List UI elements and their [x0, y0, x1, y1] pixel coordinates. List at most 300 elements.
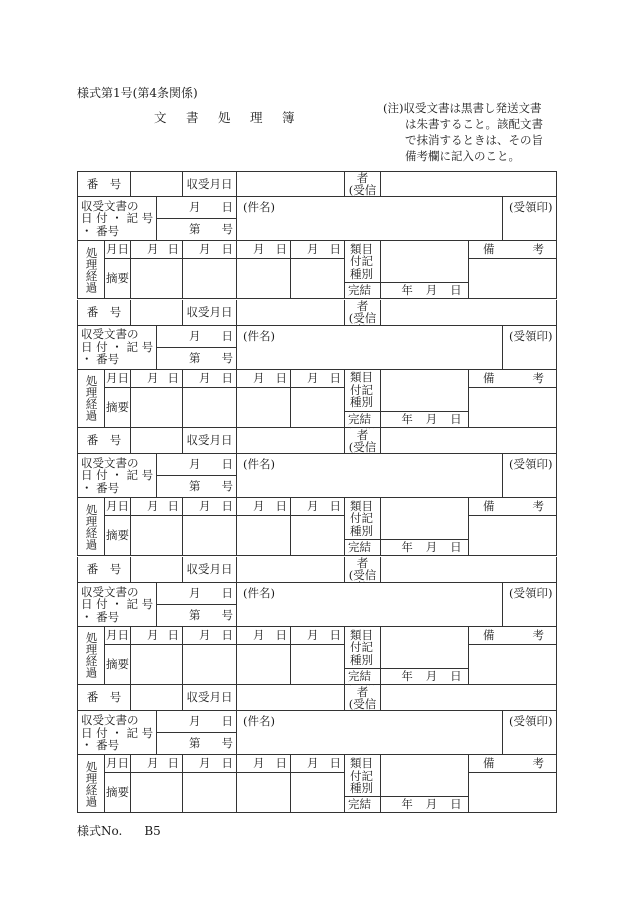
process-label-text: 処理経過 — [84, 246, 99, 293]
day-unit: 日 — [221, 499, 233, 514]
register-entry — [77, 300, 557, 428]
process-date-cell[interactable] — [237, 370, 291, 388]
day-unit: 日 — [221, 585, 233, 600]
process-date-cell[interactable] — [183, 627, 237, 645]
received-date-label: 収受月日 — [183, 171, 237, 197]
month-unit: 月 — [425, 668, 438, 683]
month-day-label: 月日 — [105, 241, 131, 259]
doc-date-cell[interactable] — [157, 454, 237, 476]
seal-label: (受領印) — [509, 328, 553, 343]
title-char: 処 — [218, 110, 231, 125]
month-day-label: 月日 — [105, 627, 131, 645]
summary-cell[interactable] — [183, 773, 237, 813]
year-unit: 年 — [401, 797, 413, 812]
month-unit: 月 — [189, 585, 201, 600]
month-unit: 月 — [253, 499, 265, 514]
process-date-cell[interactable] — [131, 627, 183, 645]
go-unit: 号 — [221, 479, 233, 494]
day-unit: 日 — [329, 627, 341, 642]
doc-ref-line: 日 付 ・ 記 号 — [81, 339, 154, 354]
category-line: 種別 — [350, 266, 373, 281]
month-unit: 月 — [199, 242, 211, 256]
sender-label-line: (受信 — [348, 439, 377, 454]
process-date-cell[interactable] — [183, 498, 237, 516]
remarks-label — [469, 627, 557, 645]
summary-cell[interactable] — [183, 259, 237, 299]
month-unit: 月 — [189, 714, 201, 729]
year-unit: 年 — [401, 540, 413, 555]
process-label — [77, 627, 105, 685]
process-date-cell[interactable] — [183, 241, 237, 259]
remarks-char: 備 — [483, 627, 495, 642]
process-label — [77, 241, 105, 299]
month-unit: 月 — [147, 370, 159, 385]
day-unit: 日 — [167, 242, 179, 256]
summary-cell[interactable] — [183, 388, 237, 428]
subject-label: (件名) — [243, 328, 275, 343]
dai-unit: 第 — [189, 736, 201, 751]
day-unit: 日 — [221, 328, 233, 343]
month-unit: 月 — [425, 283, 438, 297]
category-line: 種別 — [350, 652, 373, 667]
remarks-cell[interactable] — [469, 259, 557, 299]
summary-label: 摘要 — [105, 645, 131, 685]
summary-cell[interactable] — [291, 645, 345, 685]
summary-label: 摘要 — [105, 773, 131, 813]
form-label: 様式第1号(第4条関係) — [77, 86, 198, 100]
day-unit: 日 — [450, 797, 462, 812]
received-date-label: 収受月日 — [183, 685, 237, 711]
month-day-label: 月日 — [105, 498, 131, 516]
process-date-cell[interactable] — [131, 755, 183, 773]
summary-cell[interactable] — [237, 388, 291, 428]
register-entry — [77, 428, 557, 556]
remarks-label — [469, 241, 557, 259]
summary-cell[interactable] — [237, 259, 291, 299]
doc-ref-label — [77, 583, 157, 627]
sender-label — [345, 685, 381, 711]
category-label — [345, 498, 381, 540]
sender-cell[interactable] — [381, 428, 557, 454]
summary-label: 摘要 — [105, 388, 131, 428]
received-date-label: 収受月日 — [183, 557, 237, 583]
completed-label: 完結 — [345, 540, 381, 556]
day-unit: 日 — [450, 283, 462, 297]
process-date-cell[interactable] — [291, 241, 345, 259]
doc-ref-line: ・ 番号 — [81, 223, 120, 238]
summary-cell[interactable] — [291, 388, 345, 428]
month-unit: 月 — [307, 756, 319, 771]
received-date-label: 収受月日 — [183, 300, 237, 326]
category-label — [345, 370, 381, 412]
summary-cell[interactable] — [131, 773, 183, 813]
category-line: 付記 — [350, 254, 373, 269]
day-unit: 日 — [329, 242, 341, 256]
process-date-cell[interactable] — [237, 755, 291, 773]
day-unit: 日 — [450, 411, 462, 426]
summary-cell[interactable] — [237, 773, 291, 813]
number-label: 番 号 — [77, 171, 131, 197]
summary-cell[interactable] — [131, 645, 183, 685]
seal-cell[interactable] — [503, 197, 557, 241]
month-unit: 月 — [253, 242, 265, 256]
doc-ref-label — [77, 454, 157, 498]
doc-ref-line: 日 付 ・ 記 号 — [81, 597, 154, 612]
month-unit: 月 — [425, 411, 438, 426]
completed-date-cell[interactable] — [381, 283, 469, 299]
doc-ref-line: ・ 番号 — [81, 352, 120, 367]
title-char: 簿 — [282, 110, 295, 125]
sender-label-line: 者 — [356, 299, 369, 314]
process-date-cell[interactable] — [291, 370, 345, 388]
month-unit: 月 — [253, 370, 265, 385]
doc-ref-label — [77, 197, 157, 241]
category-line: 類目 — [350, 627, 373, 642]
doc-number-cell[interactable] — [157, 605, 237, 627]
category-line: 付記 — [350, 768, 373, 783]
day-unit: 日 — [167, 756, 179, 771]
process-label-text: 処理経過 — [84, 503, 99, 550]
remarks-label — [469, 755, 557, 773]
doc-ref-line: ・ 番号 — [81, 480, 120, 495]
remarks-cell[interactable] — [469, 388, 557, 428]
month-unit: 月 — [199, 627, 211, 642]
doc-ref-label — [77, 326, 157, 370]
remarks-cell[interactable] — [469, 645, 557, 685]
remarks-char: 考 — [532, 370, 544, 385]
remarks-cell[interactable] — [469, 773, 557, 813]
category-cell[interactable] — [381, 370, 469, 412]
summary-cell[interactable] — [131, 388, 183, 428]
sender-label — [345, 428, 381, 454]
completed-date-cell[interactable] — [381, 540, 469, 556]
category-line: 付記 — [350, 511, 373, 526]
doc-ref-line: 日 付 ・ 記 号 — [81, 468, 154, 483]
go-unit: 号 — [221, 350, 233, 365]
day-unit: 日 — [275, 499, 287, 514]
number-cell[interactable] — [131, 557, 183, 583]
month-unit: 月 — [425, 540, 438, 555]
day-unit: 日 — [329, 370, 341, 385]
category-cell[interactable] — [381, 498, 469, 540]
sender-label — [345, 171, 381, 197]
page-title — [154, 108, 314, 126]
category-line: 類目 — [350, 241, 373, 256]
sender-label-line: 者 — [356, 685, 369, 699]
summary-cell[interactable] — [183, 645, 237, 685]
go-unit: 号 — [221, 607, 233, 622]
doc-ref-line: ・ 番号 — [81, 609, 120, 624]
process-label — [77, 755, 105, 813]
register-entry — [77, 685, 557, 813]
subject-cell[interactable] — [237, 711, 503, 755]
month-unit: 月 — [307, 370, 319, 385]
remarks-char: 考 — [532, 756, 544, 771]
month-unit: 月 — [307, 627, 319, 642]
doc-ref-line: ・ 番号 — [81, 738, 120, 753]
doc-date-cell[interactable] — [157, 326, 237, 348]
sender-cell[interactable] — [381, 557, 557, 583]
completed-label: 完結 — [345, 669, 381, 685]
process-date-cell[interactable] — [237, 498, 291, 516]
completed-label: 完結 — [345, 797, 381, 813]
completed-date-cell[interactable] — [381, 669, 469, 685]
process-date-cell[interactable] — [291, 498, 345, 516]
process-date-cell[interactable] — [291, 627, 345, 645]
sender-label-line: (受信 — [348, 696, 377, 711]
doc-ref-line: 日 付 ・ 記 号 — [81, 725, 154, 740]
summary-cell[interactable] — [291, 516, 345, 556]
process-label-text: 処理経過 — [84, 375, 99, 422]
month-unit: 月 — [147, 756, 159, 771]
doc-date-cell[interactable] — [157, 583, 237, 605]
summary-cell[interactable] — [183, 516, 237, 556]
process-date-cell[interactable] — [237, 627, 291, 645]
month-unit: 月 — [425, 797, 438, 812]
dai-unit: 第 — [189, 222, 201, 236]
received-date-cell[interactable] — [237, 300, 345, 326]
doc-ref-line: 収受文書の — [81, 198, 139, 213]
sender-label-line: (受信 — [348, 183, 377, 197]
month-unit: 月 — [199, 499, 211, 514]
day-unit: 日 — [167, 370, 179, 385]
day-unit: 日 — [221, 242, 233, 256]
remarks-label — [469, 370, 557, 388]
month-unit: 月 — [189, 457, 201, 472]
process-date-cell[interactable] — [183, 370, 237, 388]
received-date-cell[interactable] — [237, 428, 345, 454]
go-unit: 号 — [221, 736, 233, 751]
seal-cell[interactable] — [503, 711, 557, 755]
subject-cell[interactable] — [237, 454, 503, 498]
day-unit: 日 — [275, 242, 287, 256]
month-day-label: 月日 — [105, 755, 131, 773]
subject-label: (件名) — [243, 714, 275, 729]
subject-cell[interactable] — [237, 326, 503, 370]
doc-number-cell[interactable] — [157, 219, 237, 241]
category-cell[interactable] — [381, 755, 469, 797]
category-label — [345, 241, 381, 283]
doc-ref-line: 収受文書の — [81, 327, 139, 342]
category-line: 種別 — [350, 395, 373, 410]
month-unit: 月 — [199, 370, 211, 385]
number-cell[interactable] — [131, 171, 183, 197]
month-unit: 月 — [199, 756, 211, 771]
category-line: 種別 — [350, 781, 373, 796]
number-label: 番 号 — [77, 557, 131, 583]
subject-cell[interactable] — [237, 197, 503, 241]
instruction-note — [383, 100, 568, 164]
register-entry — [77, 171, 557, 299]
received-date-cell[interactable] — [237, 685, 345, 711]
doc-ref-line: 収受文書の — [81, 713, 139, 728]
summary-cell[interactable] — [291, 259, 345, 299]
remarks-char: 考 — [532, 242, 544, 256]
doc-ref-line: 収受文書の — [81, 455, 139, 470]
remarks-char: 備 — [483, 756, 495, 771]
month-unit: 月 — [147, 242, 159, 256]
day-unit: 日 — [329, 756, 341, 771]
sender-label-line: 者 — [356, 556, 369, 571]
day-unit: 日 — [221, 627, 233, 642]
subject-label: (件名) — [243, 585, 275, 600]
sender-label-line: (受信 — [348, 568, 377, 583]
sender-cell[interactable] — [381, 171, 557, 197]
doc-number-cell[interactable] — [157, 733, 237, 755]
category-line: 付記 — [350, 640, 373, 655]
completed-label: 完結 — [345, 283, 381, 299]
month-unit: 月 — [147, 499, 159, 514]
note-line: (注)収受文書は黒書し発送文書 — [383, 101, 542, 115]
document-register-form — [77, 171, 557, 815]
day-unit: 日 — [450, 540, 462, 555]
received-date-label: 収受月日 — [183, 428, 237, 454]
doc-ref-line: 日 付 ・ 記 号 — [81, 211, 154, 226]
category-line: 類目 — [350, 498, 373, 513]
category-label — [345, 627, 381, 669]
day-unit: 日 — [167, 627, 179, 642]
process-date-cell[interactable] — [131, 498, 183, 516]
process-date-cell[interactable] — [183, 755, 237, 773]
month-day-label: 月日 — [105, 370, 131, 388]
doc-date-cell[interactable] — [157, 197, 237, 219]
month-unit: 月 — [189, 328, 201, 343]
month-unit: 月 — [147, 627, 159, 642]
year-unit: 年 — [401, 411, 413, 426]
category-cell[interactable] — [381, 627, 469, 669]
completed-label: 完結 — [345, 412, 381, 428]
received-date-cell[interactable] — [237, 171, 345, 197]
sender-cell[interactable] — [381, 300, 557, 326]
footer — [77, 822, 161, 839]
process-label-text: 処理経過 — [84, 632, 99, 679]
remarks-char: 備 — [483, 499, 495, 514]
seal-label: (受領印) — [509, 585, 553, 600]
process-label-text: 処理経過 — [84, 760, 99, 807]
number-cell[interactable] — [131, 428, 183, 454]
dai-unit: 第 — [189, 479, 201, 494]
seal-label: (受領印) — [509, 457, 553, 472]
month-unit: 月 — [189, 200, 201, 214]
category-line: 種別 — [350, 523, 373, 538]
summary-cell[interactable] — [237, 516, 291, 556]
subject-label: (件名) — [243, 200, 275, 214]
remarks-char: 考 — [532, 627, 544, 642]
title-char: 理 — [250, 110, 263, 125]
seal-cell[interactable] — [503, 583, 557, 627]
process-date-cell[interactable] — [131, 241, 183, 259]
day-unit: 日 — [221, 756, 233, 771]
number-label: 番 号 — [77, 300, 131, 326]
seal-cell[interactable] — [503, 326, 557, 370]
day-unit: 日 — [221, 457, 233, 472]
remarks-label — [469, 498, 557, 516]
sender-label-line: 者 — [356, 171, 369, 185]
sender-label-line: (受信 — [348, 311, 377, 326]
day-unit: 日 — [167, 499, 179, 514]
seal-label: (受領印) — [509, 200, 553, 214]
category-line: 類目 — [350, 756, 373, 771]
process-date-cell[interactable] — [291, 755, 345, 773]
month-unit: 月 — [253, 756, 265, 771]
remarks-cell[interactable] — [469, 516, 557, 556]
category-line: 付記 — [350, 382, 373, 397]
summary-label: 摘要 — [105, 259, 131, 299]
day-unit: 日 — [275, 756, 287, 771]
doc-ref-line: 収受文書の — [81, 584, 139, 599]
subject-label: (件名) — [243, 457, 275, 472]
day-unit: 日 — [275, 370, 287, 385]
paper-size: B5 — [144, 824, 161, 838]
seal-label: (受領印) — [509, 714, 553, 729]
completed-date-cell[interactable] — [381, 412, 469, 428]
doc-number-cell[interactable] — [157, 348, 237, 370]
number-cell[interactable] — [131, 685, 183, 711]
day-unit: 日 — [450, 668, 462, 683]
month-unit: 月 — [253, 627, 265, 642]
day-unit: 日 — [221, 714, 233, 729]
title-char: 書 — [186, 110, 199, 125]
number-label: 番 号 — [77, 428, 131, 454]
month-unit: 月 — [307, 499, 319, 514]
day-unit: 日 — [221, 200, 233, 214]
summary-cell[interactable] — [291, 773, 345, 813]
note-line: 備考欄に記入のこと。 — [405, 149, 520, 163]
remarks-char: 備 — [483, 242, 495, 256]
process-date-cell[interactable] — [131, 370, 183, 388]
received-date-cell[interactable] — [237, 557, 345, 583]
remarks-char: 考 — [532, 499, 544, 514]
summary-cell[interactable] — [131, 516, 183, 556]
dai-unit: 第 — [189, 350, 201, 365]
category-label — [345, 755, 381, 797]
process-date-cell[interactable] — [237, 241, 291, 259]
month-unit: 月 — [307, 242, 319, 256]
process-label — [77, 498, 105, 556]
note-line: で抹消するときは、その旨 — [405, 133, 543, 147]
year-unit: 年 — [401, 668, 413, 683]
category-line: 類目 — [350, 370, 373, 385]
form-number-label: 様式No. — [77, 824, 123, 838]
summary-cell[interactable] — [131, 259, 183, 299]
day-unit: 日 — [275, 627, 287, 642]
doc-number-cell[interactable] — [157, 476, 237, 498]
seal-cell[interactable] — [503, 454, 557, 498]
category-cell[interactable] — [381, 241, 469, 283]
completed-date-cell[interactable] — [381, 797, 469, 813]
summary-label: 摘要 — [105, 516, 131, 556]
number-label: 番 号 — [77, 685, 131, 711]
day-unit: 日 — [221, 370, 233, 385]
title-char: 文 — [154, 110, 167, 125]
sender-label — [345, 557, 381, 583]
remarks-char: 備 — [483, 370, 495, 385]
go-unit: 号 — [221, 222, 233, 236]
note-line: は朱書すること。該配文書 — [405, 117, 543, 131]
summary-cell[interactable] — [237, 645, 291, 685]
number-cell[interactable] — [131, 300, 183, 326]
register-entry — [77, 557, 557, 685]
sender-cell[interactable] — [381, 685, 557, 711]
sender-label-line: 者 — [356, 428, 369, 442]
dai-unit: 第 — [189, 607, 201, 622]
subject-cell[interactable] — [237, 583, 503, 627]
sender-label — [345, 300, 381, 326]
doc-date-cell[interactable] — [157, 711, 237, 733]
doc-ref-label — [77, 711, 157, 755]
year-unit: 年 — [401, 283, 413, 297]
process-label — [77, 370, 105, 428]
